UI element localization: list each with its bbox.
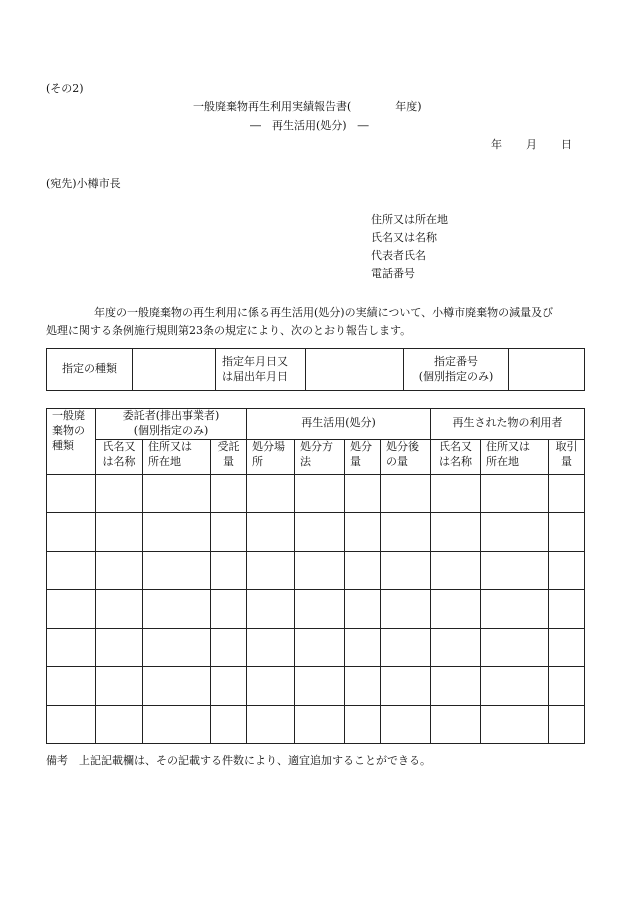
table-cell[interactable] (47, 705, 96, 744)
table-cell[interactable] (345, 667, 381, 706)
table-row (47, 667, 585, 706)
header-waste-type-line1: 一般廃 (52, 409, 85, 422)
table-cell[interactable] (247, 628, 295, 667)
table-cell[interactable] (549, 590, 585, 629)
table-cell[interactable] (211, 628, 247, 667)
header-disposal-method (295, 439, 345, 474)
table-cell[interactable] (96, 513, 143, 552)
header-user-name (431, 439, 481, 474)
table-cell[interactable] (481, 667, 549, 706)
header-disposal-place-line1: 処分場 (252, 439, 285, 453)
header-consignor-address (143, 439, 211, 474)
table-cell[interactable] (381, 513, 431, 552)
designation-type-field[interactable] (133, 349, 216, 391)
page-subtitle: ― 再生活用(処分) ― (250, 119, 369, 132)
header-after-amount-line2: の量 (386, 454, 408, 468)
table-cell[interactable] (47, 590, 96, 629)
table-cell[interactable] (481, 551, 549, 590)
table-cell[interactable] (345, 513, 381, 552)
date-month-label: 月 (526, 138, 537, 151)
designation-date-label-line2: は届出年月日 (222, 369, 288, 383)
table-cell[interactable] (381, 474, 431, 513)
header-consignor-name-line1: 氏名又 (102, 439, 136, 453)
table-cell[interactable] (295, 705, 345, 744)
header-waste-type-line3: 種類 (52, 438, 74, 452)
table-cell[interactable] (549, 705, 585, 744)
header-disposal-method-line2: 法 (300, 454, 311, 468)
table-cell[interactable] (47, 474, 96, 513)
header-disposal-amount (345, 439, 381, 474)
table-cell[interactable] (295, 667, 345, 706)
header-user-amount-line1: 取引 (555, 439, 578, 453)
table-cell[interactable] (47, 667, 96, 706)
designation-number-label-line1: 指定番号 (434, 354, 478, 368)
form-number: (その2) (46, 82, 84, 95)
header-user-name-line1: 氏名又 (439, 439, 473, 453)
table-cell[interactable] (481, 705, 549, 744)
table-cell[interactable] (549, 667, 585, 706)
table-cell[interactable] (247, 474, 295, 513)
table-row (47, 590, 585, 629)
table-cell[interactable] (481, 590, 549, 629)
report-table (46, 408, 585, 744)
header-after-amount-line1: 処分後 (386, 439, 419, 453)
table-cell[interactable] (143, 474, 211, 513)
reporter-address-label: 住所又は所在地 (371, 213, 448, 226)
header-waste-type-line2: 棄物の (52, 423, 85, 437)
table-cell[interactable] (211, 667, 247, 706)
table-row (47, 474, 585, 513)
table-cell[interactable] (143, 628, 211, 667)
table-cell[interactable] (96, 551, 143, 590)
header-consignor-address-line2: 所在地 (148, 454, 181, 468)
table-cell[interactable] (381, 551, 431, 590)
table-cell[interactable] (481, 513, 549, 552)
table-cell[interactable] (345, 474, 381, 513)
table-cell[interactable] (549, 628, 585, 667)
table-cell[interactable] (211, 590, 247, 629)
header-consignor-address-line1: 住所又は (148, 439, 192, 453)
table-cell[interactable] (47, 628, 96, 667)
table-cell[interactable] (381, 590, 431, 629)
designation-number-field[interactable] (509, 349, 585, 391)
header-disposal-place-line2: 所 (252, 454, 263, 468)
table-cell[interactable] (211, 513, 247, 552)
table-cell[interactable] (481, 628, 549, 667)
header-user-address (481, 439, 549, 474)
designation-table (46, 348, 585, 391)
table-cell[interactable] (481, 474, 549, 513)
header-user-address-line1: 住所又は (486, 439, 531, 453)
table-cell[interactable] (345, 705, 381, 744)
designation-number-label (404, 349, 509, 391)
designation-date-field[interactable] (306, 349, 404, 391)
table-row (47, 551, 585, 590)
table-cell[interactable] (247, 705, 295, 744)
table-cell[interactable] (431, 667, 481, 706)
table-cell[interactable] (247, 551, 295, 590)
table-row (47, 513, 585, 552)
table-cell[interactable] (345, 628, 381, 667)
table-cell[interactable] (549, 513, 585, 552)
table-cell[interactable] (96, 590, 143, 629)
header-disposal-amount-line2: 量 (350, 454, 361, 468)
table-cell[interactable] (295, 474, 345, 513)
date-year-label: 年 (491, 138, 502, 151)
designation-type-label: 指定の種類 (47, 349, 133, 391)
table-cell[interactable] (96, 667, 143, 706)
table-cell[interactable] (211, 705, 247, 744)
report-table-body (47, 474, 585, 744)
header-consignor-line2: (個別指定のみ) (133, 423, 209, 437)
designation-date-label-line1: 指定年月日又 (222, 354, 288, 368)
table-cell[interactable] (247, 513, 295, 552)
table-cell[interactable] (381, 628, 431, 667)
date-day-label: 日 (561, 138, 572, 151)
table-cell[interactable] (143, 513, 211, 552)
table-cell[interactable] (381, 667, 431, 706)
header-consignor-name (96, 439, 143, 474)
table-cell[interactable] (143, 551, 211, 590)
header-disposal-place (247, 439, 295, 474)
intro-line-2: 処理に関する条例施行規則第23条の規定により、次のとおり報告します。 (46, 324, 412, 337)
table-row (47, 705, 585, 744)
header-consignor-line1: 委託者(排出事業者) (122, 409, 220, 422)
table-cell[interactable] (295, 590, 345, 629)
header-user-amount (549, 439, 585, 474)
table-cell[interactable] (143, 590, 211, 629)
table-cell[interactable] (96, 628, 143, 667)
table-cell[interactable] (247, 667, 295, 706)
table-cell[interactable] (345, 551, 381, 590)
header-after-amount (381, 439, 431, 474)
reporter-name-label: 氏名又は名称 (371, 231, 437, 244)
header-consignor-amount-line1: 受託 (217, 439, 240, 453)
table-cell[interactable] (431, 628, 481, 667)
remarks-note: 備考 上記記載欄は、その記載する件数により、適宜追加することができる。 (46, 754, 431, 767)
table-cell[interactable] (345, 590, 381, 629)
addressee: (宛先)小樽市長 (46, 177, 121, 190)
header-consignor-amount (211, 439, 247, 474)
intro-line-1: 年度の一般廃棄物の再生利用に係る再生活用(処分)の実績について、小樽市廃棄物の減量及び (94, 306, 554, 319)
table-cell[interactable] (143, 667, 211, 706)
table-cell[interactable] (295, 628, 345, 667)
table-cell[interactable] (431, 474, 481, 513)
table-cell[interactable] (295, 551, 345, 590)
reporter-representative-label: 代表者氏名 (371, 249, 426, 262)
designation-date-label (216, 349, 306, 391)
page-title: 一般廃棄物再生利用実績報告書( 年度) (193, 100, 422, 113)
table-cell[interactable] (47, 551, 96, 590)
header-disposal-amount-line1: 処分 (350, 439, 372, 453)
table-cell[interactable] (431, 705, 481, 744)
table-cell[interactable] (549, 474, 585, 513)
header-user-name-line2: は名称 (439, 454, 473, 468)
designation-number-label-line2: (個別指定のみ) (418, 369, 494, 383)
header-user-amount-line2: 量 (561, 454, 573, 468)
table-cell[interactable] (247, 590, 295, 629)
table-cell[interactable] (96, 474, 143, 513)
table-row (47, 628, 585, 667)
table-cell[interactable] (143, 705, 211, 744)
header-consignor-name-line2: は名称 (102, 454, 136, 468)
header-recycle-group: 再生活用(処分) (247, 409, 431, 440)
table-cell[interactable] (431, 551, 481, 590)
table-cell[interactable] (431, 513, 481, 552)
header-consignor-amount-line2: 量 (223, 454, 234, 468)
header-consignor-group (96, 409, 247, 440)
header-waste-type (47, 409, 96, 475)
header-user-group: 再生された物の利用者 (431, 409, 585, 440)
header-user-address-line2: 所在地 (486, 454, 520, 468)
table-cell[interactable] (96, 705, 143, 744)
table-cell[interactable] (549, 551, 585, 590)
header-disposal-method-line1: 処分方 (300, 439, 333, 453)
table-cell[interactable] (431, 590, 481, 629)
table-cell[interactable] (381, 705, 431, 744)
table-cell[interactable] (211, 551, 247, 590)
table-cell[interactable] (47, 513, 96, 552)
table-cell[interactable] (211, 474, 247, 513)
table-cell[interactable] (295, 513, 345, 552)
reporter-phone-label: 電話番号 (371, 267, 415, 280)
